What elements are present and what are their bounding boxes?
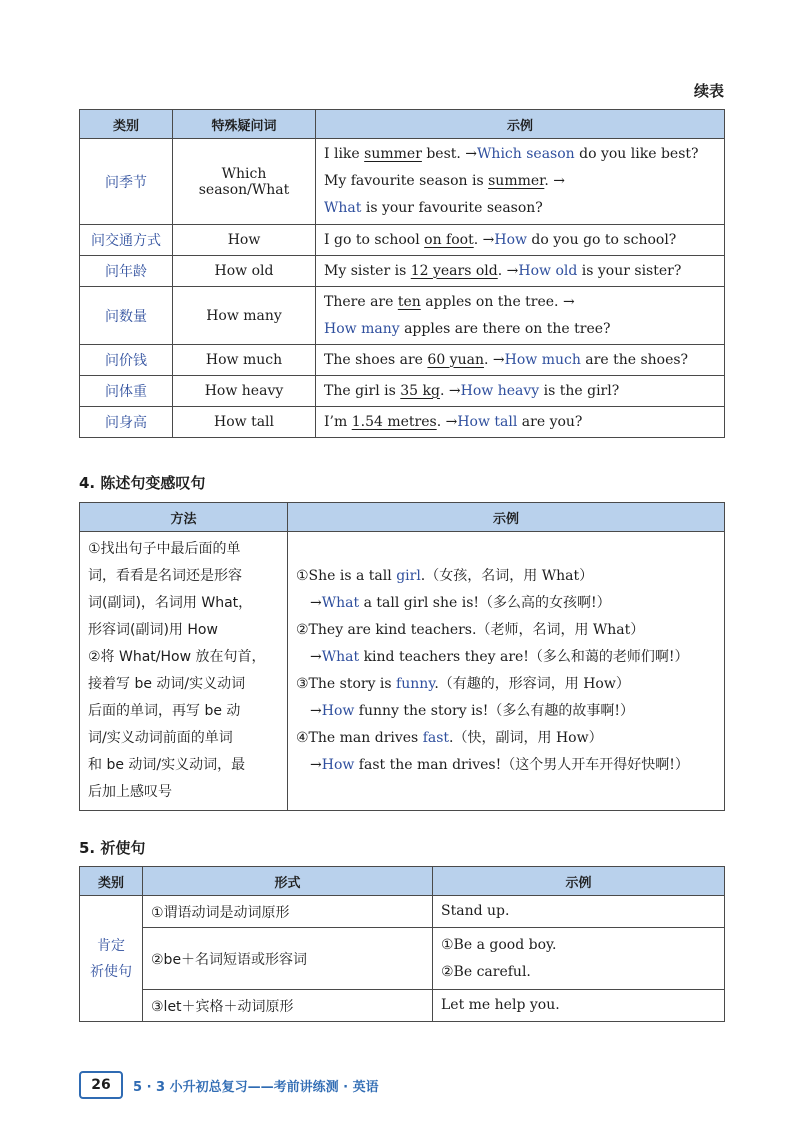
column-header: 特殊疑问词 (173, 110, 316, 139)
example-cell: I’m 1.54 metres. →How tall are you? (316, 407, 725, 438)
question-word-cell: How (173, 225, 316, 256)
example-cell: My sister is 12 years old. →How old is your sister? (316, 256, 725, 287)
column-header: 方法 (80, 503, 288, 532)
example-cell: Stand up. (433, 896, 725, 928)
form-cell: ②be＋名词短语或形容词 (143, 928, 433, 990)
example-cell: Let me help you. (433, 990, 725, 1022)
question-word-cell: How old (173, 256, 316, 287)
column-header: 示例 (316, 110, 725, 139)
example-cell: ①She is a tall girl.（女孩，名词，用 What） →What a tall girl she is!（多么高的女孩啊!） ②They are kind teachers.（老师，名词，用 What） →What kind teachers they are!（多么和蔼的老师们啊!） ③The story is funny.（有趣的，形容词，用 How） →How funny the story is!（多么有趣的故事啊!） ④The man drives fast.（快，副词，用 How） →How fast the man drives!（这个男人开车开得好快啊!） (288, 532, 725, 811)
question-words-table (79, 109, 725, 438)
table-row (80, 139, 725, 225)
example-cell: The girl is 35 kg. →How heavy is the girl? (316, 376, 725, 407)
table-row (80, 376, 725, 407)
category-cell: 问数量 (80, 287, 173, 345)
example-cell: I go to school on foot. →How do you go to school? (316, 225, 725, 256)
table-row (80, 928, 725, 990)
form-cell: ①谓语动词是动词原形 (143, 896, 433, 928)
table-header-row (80, 867, 725, 896)
table-row (80, 287, 725, 345)
table-row (80, 896, 725, 928)
question-word-cell: How heavy (173, 376, 316, 407)
column-header: 示例 (288, 503, 725, 532)
column-header: 类别 (80, 867, 143, 896)
column-header: 形式 (143, 867, 433, 896)
example-cell: There are ten apples on the tree. → How many apples are there on the tree? (316, 287, 725, 345)
example-cell: ①Be a good boy. ②Be careful. (433, 928, 725, 990)
category-cell: 肯定 祈使句 (80, 896, 143, 1022)
category-cell: 问交通方式 (80, 225, 173, 256)
exclamation-table (79, 502, 725, 811)
table-row (80, 532, 725, 811)
question-word-cell: How tall (173, 407, 316, 438)
table-row (80, 256, 725, 287)
table-row (80, 345, 725, 376)
section-5-title: 5. 祈使句 (79, 839, 146, 857)
imperative-table (79, 866, 725, 1022)
category-cell: 问年龄 (80, 256, 173, 287)
question-word-cell: Which season/What (173, 139, 316, 225)
column-header: 类别 (80, 110, 173, 139)
section-4-title: 4. 陈述句变感叹句 (79, 474, 206, 492)
form-cell: ③let＋宾格＋动词原形 (143, 990, 433, 1022)
table-row (80, 225, 725, 256)
example-cell: The shoes are 60 yuan. →How much are the shoes? (316, 345, 725, 376)
table-row (80, 407, 725, 438)
table-header-row (80, 110, 725, 139)
example-cell: I like summer best. →Which season do you like best? My favourite season is summer. → What is your favourite season? (316, 139, 725, 225)
category-cell: 问季节 (80, 139, 173, 225)
table-header-row (80, 503, 725, 532)
category-cell: 问价钱 (80, 345, 173, 376)
book-title: 5 · 3 小升初总复习——考前讲练测 · 英语 (133, 1079, 379, 1095)
category-cell: 问体重 (80, 376, 173, 407)
page-footer (79, 1071, 379, 1099)
continued-label: 续表 (693, 82, 724, 100)
method-cell: ①找出句子中最后面的单 词，看看是名词还是形容 词(副词)，名词用 What， 形容词(副词)用 How ②将 What/How 放在句首， 接着写 be 动词/实义动词 后面的单词，再写 be 动 词/实义动词前面的单词 和 be 动词/实义动词，最 后加上感叹号 (80, 532, 288, 811)
question-word-cell: How many (173, 287, 316, 345)
page-number: 26 (79, 1071, 123, 1099)
column-header: 示例 (433, 867, 725, 896)
question-word-cell: How much (173, 345, 316, 376)
table-row (80, 990, 725, 1022)
category-cell: 问身高 (80, 407, 173, 438)
